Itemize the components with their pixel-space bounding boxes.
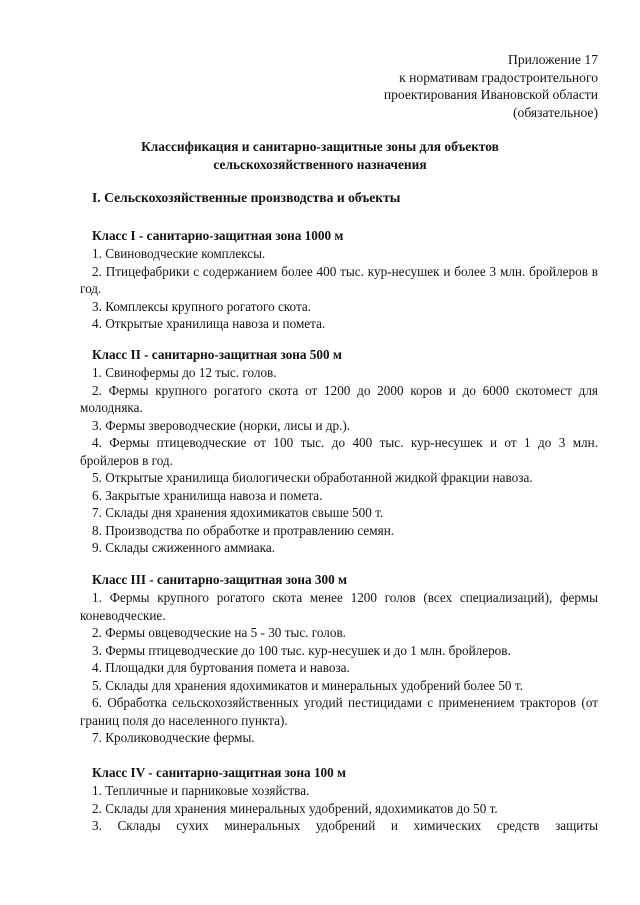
list-item: 4. Площадки для буртования помета и навоза. — [92, 660, 350, 675]
list-item: 2. Фермы крупного рогатого скота от 1200 до 2000 коров и до 6000 скотомест для молодняка. — [80, 382, 598, 415]
list-item: 6. Закрытые хранилища навоза и помета. — [92, 487, 323, 503]
title-line: сельскохозяйственного назначения — [213, 157, 427, 172]
appendix-number: Приложение 17 — [508, 52, 598, 67]
list-item: 3. Фермы звероводческие (норки, лисы и др.). — [92, 417, 351, 433]
list-item: 3. Комплексы крупного рогатого скота. — [92, 298, 312, 314]
list-item: 1. Свиноводческие комплексы. — [92, 246, 266, 261]
list-item: 4. Открытые хранилища навоза и помета. — [92, 316, 326, 331]
list-item: 3. Склады сухих минеральных удобрений и химических средств защиты — [92, 818, 598, 833]
class-heading: Класс II - санитарно-защитная зона 500 м — [92, 347, 342, 362]
list-item: 7. Склады дня хранения ядохимикатов свыше 500 т. — [92, 505, 384, 520]
list-item: 5. Открытые хранилища биологически обработанной жидкой фракции навоза. — [92, 470, 533, 485]
class-4-block — [80, 764, 598, 835]
class-2-block — [80, 346, 598, 557]
list-item: 7. Кролиководческие фермы. — [92, 730, 255, 745]
title-line: Классификация и санитарно-защитные зоны для объектов — [141, 139, 499, 154]
list-item: 2. Птицефабрики с содержанием более 400 тыс. кур-несушек и более 3 млн. бройлеров в год. — [80, 263, 598, 296]
list-item: 8. Производства по обработке и протравлению семян. — [92, 522, 395, 538]
list-item: 1. Тепличные и парниковые хозяйства. — [92, 783, 310, 798]
appendix-status: (обязательное) — [513, 104, 598, 120]
class-3-block — [80, 571, 598, 747]
class-heading: Класс I - санитарно-защитная зона 1000 м — [92, 228, 344, 243]
document-title — [80, 138, 560, 174]
class-heading: Класс III - санитарно-защитная зона 300 м — [92, 572, 347, 587]
list-item: 1. Свинофермы до 12 тыс. голов. — [92, 365, 277, 380]
list-item: 2. Склады для хранения минеральных удобрений, ядохимикатов до 50 т. — [92, 800, 498, 816]
list-item: 1. Фермы крупного рогатого скота менее 1200 голов (всех специализаций), фермы коневодческие. — [80, 590, 598, 623]
appendix-line: проектирования Ивановской области — [383, 87, 598, 102]
class-1-block — [80, 227, 598, 333]
list-item: 2. Фермы овцеводческие на 5 - 30 тыс. голов. — [92, 625, 346, 640]
list-item: 3. Фермы птицеводческие до 100 тыс. кур-несушек и до 1 млн. бройлеров. — [92, 642, 511, 658]
class-heading: Класс IV - санитарно-защитная зона 100 м — [92, 765, 347, 780]
section-heading: I. Сельскохозяйственные производства и объекты — [92, 190, 401, 205]
list-item: 6. Обработка сельскохозяйственных угодий пестицидами с применением тракторов (от границ поля до населенного пункта). — [80, 695, 598, 728]
list-item: 9. Склады сжиженного аммиака. — [92, 540, 275, 555]
list-item: 5. Склады для хранения ядохимикатов и минеральных удобрений более 50 т. — [92, 677, 523, 693]
appendix-line: к нормативам градостроительного — [399, 69, 598, 85]
list-item: 4. Фермы птицеводческие от 100 тыс. до 400 тыс. кур-несушек и от 1 до 3 млн. бройлеров в год. — [80, 435, 598, 468]
appendix-header — [298, 51, 598, 121]
